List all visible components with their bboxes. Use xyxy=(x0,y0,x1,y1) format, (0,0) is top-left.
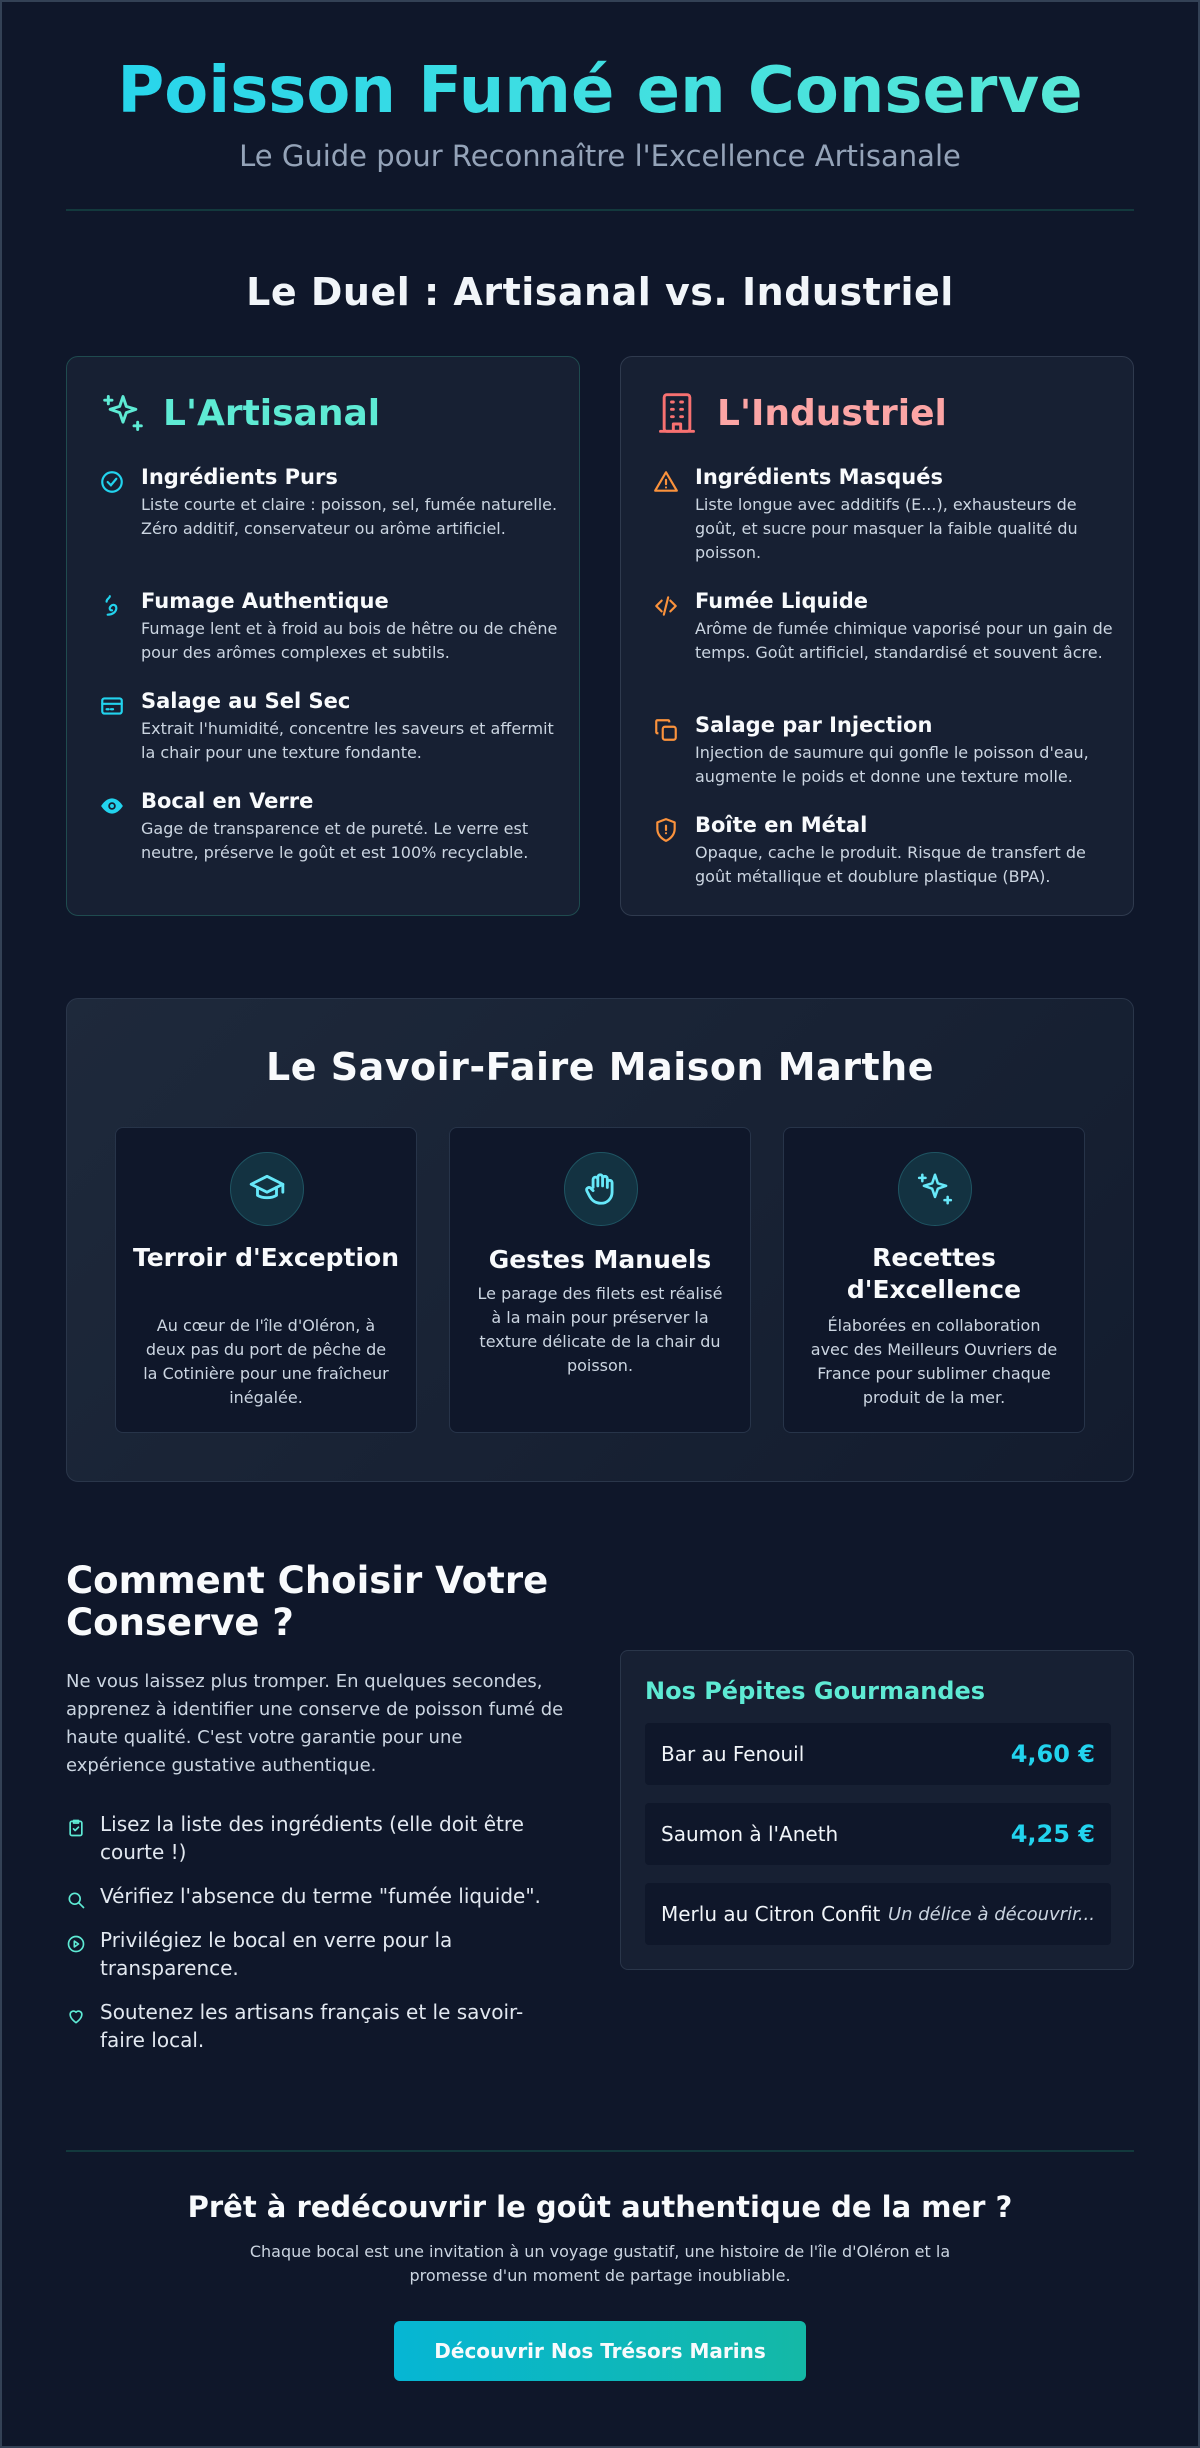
duel-title: Le Duel : Artisanal vs. Industriel xyxy=(246,270,954,314)
industriel-feature xyxy=(653,465,1113,565)
artisanal-header xyxy=(101,391,380,435)
feature-title: Ingrédients Purs xyxy=(141,465,338,489)
industriel-feature xyxy=(653,713,1113,789)
search-icon xyxy=(66,1890,86,1910)
feature-title: Fumage Authentique xyxy=(141,589,389,613)
savoir-item-title: Recettes d'Excellence xyxy=(846,1243,1022,1304)
choose-title: Comment Choisir Votre Conserve ? xyxy=(66,1559,549,1644)
sparkles-icon xyxy=(101,391,145,435)
sparkles-icon xyxy=(916,1170,954,1208)
industriel-title: L'Industriel xyxy=(717,392,947,434)
feature-text: Opaque, cache le produit. Risque de transfert de goût métallique et doublure plastique (BPA). xyxy=(695,843,1086,886)
industriel-card xyxy=(620,356,1134,916)
heart-icon xyxy=(66,2006,86,2026)
smoke-icon xyxy=(99,593,125,619)
product-name: Bar au Fenouil xyxy=(661,1742,805,1766)
tip-item xyxy=(66,1810,566,1866)
tip-text: Soutenez les artisans français et le savoir-faire local. xyxy=(100,2000,524,2052)
feature-text: Extrait l'humidité, concentre les saveurs et affermit la chair pour une texture fondante. xyxy=(141,719,554,762)
savoir-item-text: Élaborées en collaboration avec des Meilleurs Ouvriers de France pour sublimer chaque produit de la mer. xyxy=(810,1316,1058,1407)
clipboard-check-icon xyxy=(66,1818,86,1838)
cta-title: Prêt à redécouvrir le goût authentique de la mer ? xyxy=(187,2190,1013,2224)
pepites-title: Nos Pépites Gourmandes xyxy=(645,1677,986,1705)
artisanal-title: L'Artisanal xyxy=(163,392,381,434)
eye-icon xyxy=(99,793,125,819)
product-name: Saumon à l'Aneth xyxy=(661,1822,839,1846)
savoir-icon-circle xyxy=(230,1152,304,1226)
check-circle-icon xyxy=(99,469,125,495)
artisanal-feature xyxy=(99,589,559,665)
product-row[interactable] xyxy=(645,1803,1111,1865)
tip-item xyxy=(66,1926,566,1982)
savoir-item-title: Gestes Manuels xyxy=(488,1245,712,1274)
feature-text: Fumage lent et à froid au bois de hêtre ou de chêne pour des arômes complexes et subtils. xyxy=(141,619,558,662)
discover-button[interactable]: Découvrir Nos Trésors Marins xyxy=(394,2321,806,2381)
product-row[interactable] xyxy=(645,1883,1111,1945)
building-icon xyxy=(655,391,699,435)
savoir-faire-section xyxy=(66,998,1134,1482)
feature-title: Boîte en Métal xyxy=(695,813,868,837)
copy-icon xyxy=(653,717,679,743)
code-icon xyxy=(653,593,679,619)
product-note: Un délice à découvrir... xyxy=(887,1903,1095,1925)
feature-title: Salage par Injection xyxy=(695,713,933,737)
savoir-icon-circle xyxy=(898,1152,972,1226)
industriel-feature xyxy=(653,589,1113,665)
feature-title: Ingrédients Masqués xyxy=(695,465,943,489)
feature-title: Bocal en Verre xyxy=(141,789,314,813)
product-price: 4,25 € xyxy=(1010,1820,1095,1848)
tip-text: Privilégiez le bocal en verre pour la transparence. xyxy=(100,1928,453,1980)
artisanal-feature xyxy=(99,689,559,765)
artisanal-card xyxy=(66,356,580,916)
pepites-panel xyxy=(620,1650,1134,1970)
savoir-title: Le Savoir-Faire Maison Marthe xyxy=(266,1045,934,1089)
feature-text: Gage de transparence et de pureté. Le verre est neutre, préserve le goût et est 100% recyclable. xyxy=(141,819,529,862)
feature-text: Arôme de fumée chimique vaporisé pour un gain de temps. Goût artificiel, standardisé et souvent âcre. xyxy=(695,619,1113,662)
savoir-item-text: Le parage des filets est réalisé à la main pour préserver la texture délicate de la chair du poisson. xyxy=(477,1284,723,1375)
savoir-item-text: Au cœur de l'île d'Oléron, à deux pas du port de pêche de la Cotinière pour une fraîcheur inégalée. xyxy=(143,1316,389,1407)
savoir-item xyxy=(115,1127,417,1433)
tip-item xyxy=(66,1882,566,1910)
page-subtitle: Le Guide pour Reconnaître l'Excellence Artisanale xyxy=(239,139,961,174)
feature-title: Salage au Sel Sec xyxy=(141,689,351,713)
product-row[interactable] xyxy=(645,1723,1111,1785)
warning-icon xyxy=(653,469,679,495)
page-title: Poisson Fumé en Conserve xyxy=(0,58,1200,125)
savoir-item xyxy=(449,1127,751,1433)
tip-item xyxy=(66,1998,566,2054)
savoir-item-title: Terroir d'Exception xyxy=(132,1243,400,1272)
savoir-icon-circle xyxy=(564,1152,638,1226)
product-price: 4,60 € xyxy=(1010,1740,1095,1768)
savoir-item xyxy=(783,1127,1085,1433)
cta-text: Chaque bocal est une invitation à un voyage gustatif, une histoire de l'île d'Oléron et la promesse d'un moment de partage inoubliable. xyxy=(249,2242,951,2285)
tip-text: Lisez la liste des ingrédients (elle doit être courte !) xyxy=(100,1812,524,1864)
feature-text: Liste courte et claire : poisson, sel, fumée naturelle. Zéro additif, conservateur ou arôme artificiel. xyxy=(141,495,558,538)
feature-text: Liste longue avec additifs (E...), exhausteurs de goût, et sucre pour masquer la faible qualité du poisson. xyxy=(695,495,1078,562)
divider xyxy=(66,209,1134,211)
artisanal-feature xyxy=(99,465,559,541)
tip-text: Vérifiez l'absence du terme "fumée liquide". xyxy=(100,1884,541,1908)
industriel-feature xyxy=(653,813,1113,889)
industriel-header xyxy=(655,391,947,435)
artisanal-feature xyxy=(99,789,559,865)
hand-icon xyxy=(582,1170,620,1208)
graduation-cap-icon xyxy=(248,1170,286,1208)
feature-title: Fumée Liquide xyxy=(695,589,868,613)
choose-intro: Ne vous laissez plus tromper. En quelques secondes, apprenez à identifier une conserve de poisson fumé de haute qualité. C'est votre garantie pour une expérience gustative authentique. xyxy=(66,1671,564,1776)
feature-text: Injection de saumure qui gonfle le poisson d'eau, augmente le poids et donne une texture molle. xyxy=(695,743,1089,786)
play-circle-icon xyxy=(66,1934,86,1954)
credit-card-icon xyxy=(99,693,125,719)
product-name: Merlu au Citron Confit xyxy=(661,1902,881,1926)
shield-alert-icon xyxy=(653,817,679,843)
hero-header xyxy=(0,54,1200,174)
divider xyxy=(66,2150,1134,2152)
